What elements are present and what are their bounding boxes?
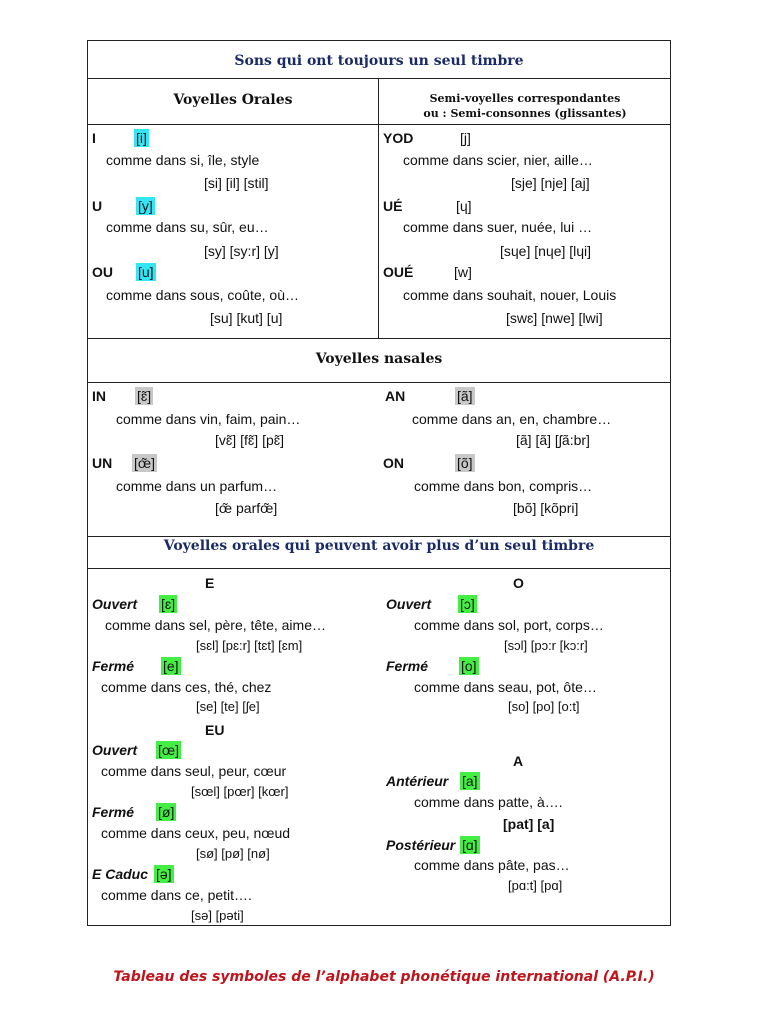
example-ue: comme dans suer, nuée, lui … [403,219,593,235]
transcription-oue: [swɛ] [nwe] [lwi] [506,310,603,326]
eu-group-title: EU [205,722,225,738]
symbol-i: [i] [136,130,147,146]
transcription-eu-ferme: [sø] [pø] [nø] [196,846,270,861]
a-posterieur-label: Postérieur [386,837,456,853]
symbol-on: [õ] [457,455,473,471]
symbol-un: [œ̃] [134,455,155,471]
semi-header-line2: ou : Semi-consonnes (glissantes) [423,107,627,120]
transcription-o-ferme: [so] [po] [o:t] [508,699,580,714]
nasal-name-in: IN [92,388,106,404]
transcription-e-caduc: [sə] [pəti] [191,908,244,923]
example-yod: comme dans scier, nier, aille… [403,152,593,168]
example-on: comme dans bon, compris… [414,478,593,494]
nasales-header: Voyelles nasales [315,351,443,367]
vowel-name-u: U [92,198,103,214]
orales-header: Voyelles Orales [173,92,293,108]
symbol-yod: [j] [460,130,471,146]
row-divider [88,338,670,339]
multi-timbre-header: Voyelles orales qui peuvent avoir plus d’un seul timbre [163,538,595,554]
o-ferme-label: Fermé [386,658,429,674]
symbol-e-ferme: [e] [163,658,179,674]
symbol-o-ouvert: [ɔ] [460,596,475,612]
transcription-yod: [sje] [nje] [aj] [511,175,590,191]
transcription-ue: [sɥe] [nɥe] [lɥi] [500,243,592,259]
example-in: comme dans vin, faim, pain… [116,411,301,427]
transcription-a-anterieur: [pat] [a] [503,816,555,832]
semi-name-yod: YOD [383,130,414,146]
symbol-o-ferme: [o] [461,658,477,674]
example-oue: comme dans souhait, nouer, Louis [403,287,617,303]
transcription-an: [ã] [ã] [ʃã:br] [516,432,590,448]
example-e-ouvert: comme dans sel, père, tête, aime… [105,617,326,633]
symbol-e-caduc: [ə] [156,866,172,882]
symbol-in: [ɛ̃] [137,388,152,404]
transcription-u: [sy] [sy:r] [y] [204,243,279,259]
example-e-caduc: comme dans ce, petit…. [101,887,252,903]
transcription-in: [vɛ̃] [fɛ̃] [pɛ̃] [215,432,285,448]
symbol-oue: [w] [454,264,472,280]
symbol-an: [ã] [457,388,473,404]
transcription-eu-ouvert: [sœl] [pœr] [kœr] [191,784,289,799]
symbol-e-ouvert: [ɛ] [161,596,176,612]
semi-header [379,91,671,121]
row-divider [88,124,670,125]
example-an: comme dans an, en, chambre… [412,411,612,427]
example-eu-ouvert: comme dans seul, peur, cœur [101,763,287,779]
vowel-name-i: I [92,130,96,146]
vowel-name-ou: OU [92,264,113,280]
footer-caption: Tableau des symboles de l’alphabet phonétique international (A.P.I.) [113,969,655,985]
o-group-title: O [513,575,524,591]
row-divider [88,382,670,383]
nasal-name-on: ON [383,455,404,471]
transcription-on: [bõ] [kõpri] [513,500,579,516]
semi-header-line1: Semi-voyelles correspondantes [429,92,621,105]
transcription-i: [si] [il] [stil] [204,175,269,191]
symbol-a-posterieur: [ɑ] [462,837,478,853]
example-eu-ferme: comme dans ceux, peu, nœud [101,825,291,841]
e-ferme-label: Fermé [92,658,135,674]
example-ou: comme dans sous, coûte, où… [106,287,299,303]
phonetic-table [87,40,671,926]
e-ouvert-label: Ouvert [92,596,138,612]
row-divider [88,78,670,79]
a-group-title: A [513,753,524,769]
transcription-o-ouvert: [sɔl] [pɔ:r [kɔ:r] [504,638,588,653]
transcription-ou: [su] [kut] [u] [210,310,283,326]
example-un: comme dans un parfum… [116,478,278,494]
nasal-name-an: AN [385,388,406,404]
row-divider [88,536,670,537]
transcription-a-posterieur: [pɑ:t] [pɑ] [508,878,563,893]
transcription-un: [œ̃ parfœ̃] [215,500,278,516]
semi-name-oue: OUÉ [383,264,414,280]
semi-name-ue: UÉ [383,198,403,214]
example-u: comme dans su, sûr, eu… [106,219,269,235]
symbol-ou: [u] [138,264,154,280]
symbol-u: [y] [138,198,153,214]
nasal-name-un: UN [92,455,113,471]
a-anterieur-label: Antérieur [386,773,449,789]
e-caduc-label: E Caduc [92,866,149,882]
symbol-a-anterieur: [a] [462,773,478,789]
eu-ferme-label: Fermé [92,804,135,820]
symbol-eu-ouvert: [œ] [158,742,179,758]
example-a-posterieur: comme dans pâte, pas… [414,857,570,873]
o-ouvert-label: Ouvert [386,596,432,612]
example-i: comme dans si, île, style [106,152,260,168]
transcription-e-ouvert: [sɛl] [pɛ:r] [tɛt] [ɛm] [196,638,303,653]
table-title: Sons qui ont toujours un seul timbre [234,53,524,69]
e-group-title: E [205,575,215,591]
eu-ouvert-label: Ouvert [92,742,138,758]
transcription-e-ferme: [se] [te] [ʃe] [196,699,260,714]
row-divider [88,568,670,569]
example-o-ouvert: comme dans sol, port, corps… [414,617,604,633]
example-o-ferme: comme dans seau, pot, ôte… [414,679,597,695]
example-e-ferme: comme dans ces, thé, chez [101,679,272,695]
example-a-anterieur: comme dans patte, à…. [414,794,563,810]
symbol-eu-ferme: [ø] [158,804,175,820]
symbol-ue: [ɥ] [456,198,472,214]
